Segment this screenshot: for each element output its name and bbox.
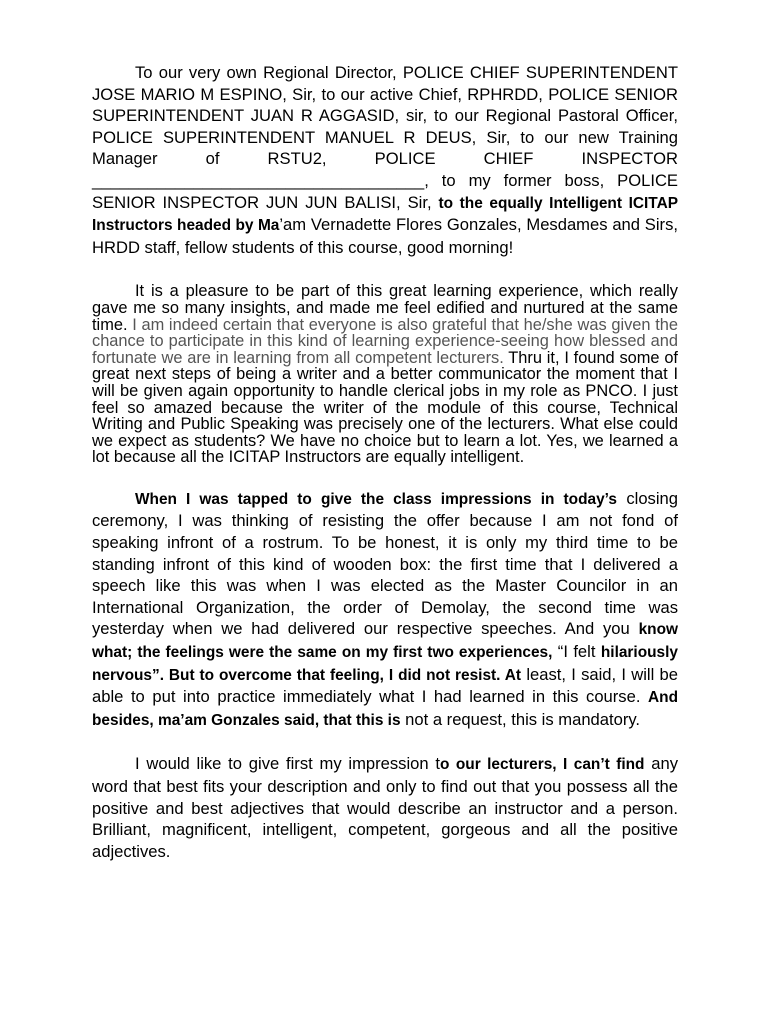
text-run-bold: hilariously nervous”. But to overcome that feeling, I did not resist. At xyxy=(92,644,678,684)
paragraph-salutation xyxy=(92,62,678,258)
document-page xyxy=(92,62,678,862)
text-run-bold: to the equally Intelligent ICITAP Instructors headed by Ma xyxy=(92,194,678,235)
text-run: “I felt xyxy=(552,642,601,662)
text-run: Thru it, I found some of great next steps of being a writer and a better communicator the moment that I will be given again opportunity to handle clerical jobs in my role as PNCO. I just feel so amazed because the writer of the module of this course, Technical Writing and Public Speaking was precisely one of the lecturers. What else could we expect as students? We have no choice but to learn a lot. Yes, we learned a lot because all the ICITAP Instructors are equally intelligent. xyxy=(92,348,678,467)
text-run: not a request, this is mandatory. xyxy=(400,709,641,729)
text-run-bold: know what; the feelings were the same on my first two experiences, xyxy=(92,621,678,662)
paragraph-learning-experience xyxy=(92,283,678,466)
text-run-gray: I am indeed certain that everyone is also grateful that he/she was given the chance to participate in this kind of learning experience-seeing how blessed and fortunate we are in learning from all competent lecturers. xyxy=(92,315,678,367)
text-run-bold: o our lecturers, I can’t find xyxy=(440,756,645,774)
text-run: It is a pleasure to be part of this great learning experience, which really gave me so many insights, and made me feel edified and nurtured at the same time. xyxy=(92,282,678,334)
text-run: closing ceremony, I was thinking of resisting the offer because I am not fond of speaking infront of a rostrum. To be honest, it is only my third time to be standing infront of this kind of wooden box: the first time that I delivered a speech like this was when I was elected as the Master Councilor in an International Organization, the order of Demolay, the second time was yesterday when we had delivered our respective speeches. And you xyxy=(92,488,679,639)
text-run: To our very own Regional Director, POLICE CHIEF SUPERINTENDENT JOSE MARIO M ESPINO, Sir, to our active Chief, RPHRDD, POLICE SENIOR SUPERINTENDENT JUAN R AGGASID, sir, to our Regional Pastoral Officer, POLICE SUPERINTENDENT MANUEL R DEUS, Sir, to our new Training Manager of RSTU2, POLICE CHIEF INSPECTOR ____________________________________, to my former boss, POLICE SENIOR INSPECTOR JUN JUN BALISI, Sir, xyxy=(92,63,678,212)
text-run-bold: When I was tapped to give the class impressions in today’s xyxy=(135,490,617,508)
text-run: any word that best fits your description and only to find out that you possess all the positive and best adjectives that would describe an instructor and a person. Brilliant, magnificent, intelligent, competent, gorgeous and all the positive adjectives. xyxy=(92,754,678,861)
paragraph-class-impressions xyxy=(92,488,678,732)
text-run: I would like to give first my impression t xyxy=(135,754,440,774)
text-run: least, I said, I will be able to put into practice immediately what I had learned in this course. xyxy=(92,664,678,707)
text-run-bold: And besides, ma’am Gonzales said, that this is xyxy=(92,689,678,729)
text-run: ’am Vernadette Flores Gonzales, Mesdames and Sirs, HRDD staff, fellow students of this course, good morning! xyxy=(92,215,678,257)
paragraph-lecturers xyxy=(92,753,678,862)
